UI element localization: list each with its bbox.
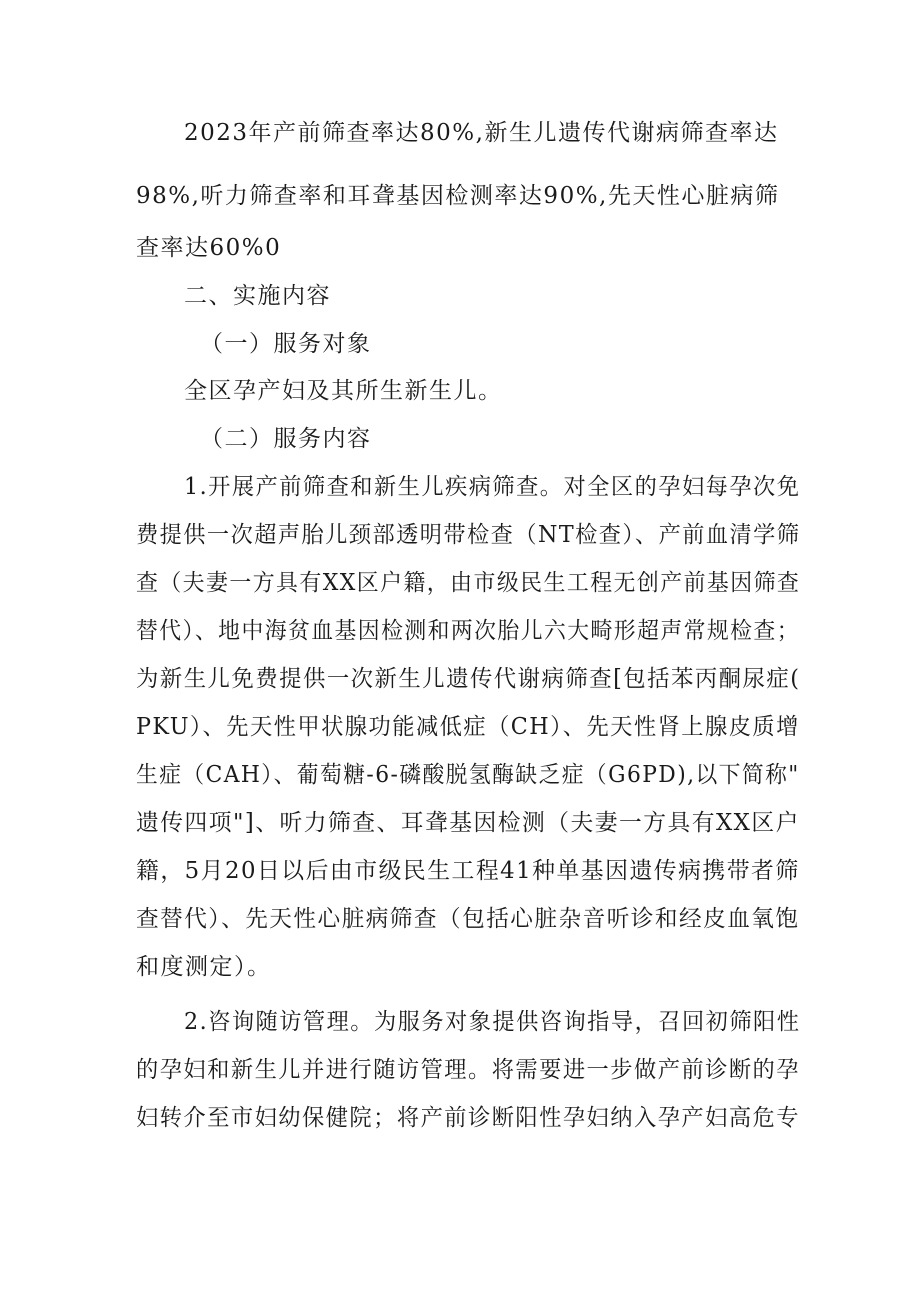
- text-line: PKU）、先天性甲状腺功能减低症（CH）、先天性肾上腺皮质增: [136, 714, 800, 740]
- text-line: 遗传四项"]、听力筛查、耳聋基因检测（夫妻一方具有XX区户: [136, 810, 800, 836]
- text-line: 查替代）、先天性心脏病筛查（包括心脏杂音听诊和经皮血氧饱: [136, 906, 800, 932]
- text-line: 妇转介至市妇幼保健院；将产前诊断阳性孕妇纳入孕产妇高危专: [136, 1105, 800, 1131]
- subsection-heading: （一）服务对象: [200, 331, 372, 357]
- text-line: 查率达60%0: [136, 235, 282, 261]
- text-line: 替代）、地中海贫血基因检测和两次胎儿六大畸形超声常规检查；: [136, 618, 800, 644]
- text-line: 籍，5月20日以后由市级民生工程41种单基因遗传病携带者筛: [136, 858, 800, 884]
- text-line: 98%,听力筛查率和耳聋基因检测率达90%,先天性心脏病筛: [136, 183, 780, 209]
- subsection-heading: （二）服务内容: [200, 426, 372, 452]
- text-line: 的孕妇和新生儿并进行随访管理。将需要进一步做产前诊断的孕: [136, 1057, 800, 1083]
- text-line: 全区孕产妇及其所生新生儿。: [184, 378, 503, 404]
- text-line: 费提供一次超声胎儿颈部透明带检查（NT检查）、产前血清学筛: [136, 522, 801, 548]
- text-line: 为新生儿免费提供一次新生儿遗传代谢病筛查[包括苯丙酮尿症(: [136, 666, 801, 692]
- text-line: 生症（CAH）、葡萄糖-6-磷酸脱氢酶缺乏症（G6PD),以下简称": [136, 762, 800, 788]
- text-line: 1.开展产前筛查和新生儿疾病筛查。对全区的孕妇每孕次免: [184, 474, 801, 500]
- section-heading: 二、实施内容: [184, 283, 331, 309]
- text-line: 查（夫妻一方具有XX区户籍，由市级民生工程无创产前基因筛查: [136, 570, 801, 596]
- text-line: 2.咨询随访管理。为服务对象提供咨询指导，召回初筛阳性: [184, 1009, 801, 1035]
- text-line: 和度测定）。: [136, 954, 272, 980]
- text-line: 2023年产前筛查率达80%,新生儿遗传代谢病筛查率达: [184, 120, 779, 146]
